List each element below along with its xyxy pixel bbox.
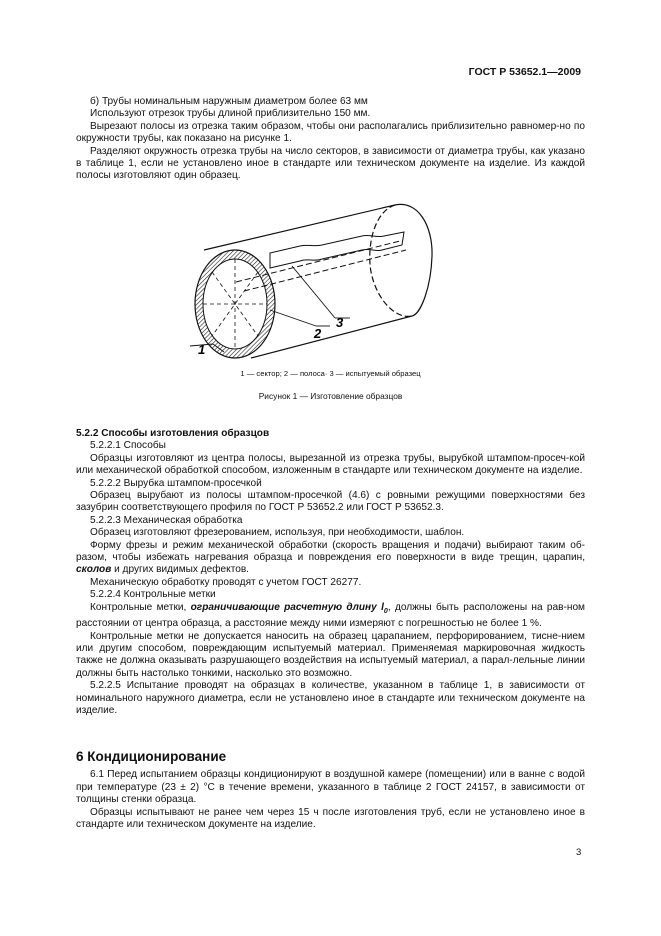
section-6-1-text2: Образцы испытывают не ранее чем через 15 ч после изготовления труб, если не установлено иное в стандарте или техническом документе на изделие. [76,806,585,831]
section-5-2-2-2-heading: 5.2.2.2 Вырубка штампом-просечкой [90,477,262,489]
section-5-2-2 [76,428,585,717]
section-5-2-2-3-text2 [76,540,585,577]
figure-title: Рисунок 1 — Изготовление образцов [258,391,403,401]
pipe-far-end-visible [395,204,432,316]
symbol-l: l [381,601,384,613]
intro-paragraph-b: б) Трубы номинальным наружным диаметром более 63 мм [90,96,368,107]
figure-caption: 1 — сектор; 2 — полоса· 3 — испытуемый образец [240,369,421,378]
intro-paragraph-length: Используют отрезок трубы длиной приблизительно 150 мм. [90,108,371,120]
intro-paragraph-strips: Вырезают полосы из отрезка таким образом, чтобы они располагались приблизительно равномер-но по окружности трубы, как показано на рисунке 1. [76,120,585,145]
symbol-subscript: 0 [383,607,388,615]
section-5-2-2-3-text1: Образец изготовляют фрезерованием, используя, при необходимости, шаблон. [90,527,465,539]
text-run: , должны быть расположены на рав-ном расстоянии от центра образца, а расстояние между ними измеряют с погрешностью не более 1 %. [76,601,585,630]
pipe-figure [0,0,661,420]
emphasis-chips: сколов [76,564,112,576]
figure-label-3: 3 [336,315,344,330]
intro-paragraph-sectors: Разделяют окружность отрезка трубы на число секторов, в зависимости от диаметра трубы, как указано в таблице 1, если не установлено иное в стандарте или техническом документе на изделие. Из каждой полосы изготовляют один образец. [76,145,585,182]
text-run: Контрольные метки, [90,601,191,613]
figure-label-2: 2 [314,326,322,341]
section-5-2-2-4-text2: Контрольные метки не допускается наносить на образец царапанием, перфорированием, тисне-нием или другим способом, повреждающим испытуемый материал. Применяемая маркировочная жидкость также не должна оказывать разрушающего воздействия на испытуемый материал, а парал-лельные линии должны быть настолько тонкими, насколько это возможно. [76,630,585,679]
pipe-cross-section [195,250,275,358]
section-5-2-2-1-text: Образцы изготовляют из центра полосы, вырезанной из отрезка трубы, вырубкой штампом-просеч-кой или механической обработкой способом, изложенным в стандарте или техническом документе на изделие. [76,452,585,477]
section-5-2-2-2-text: Образец вырубают из полосы штампом-просечкой (4.6) с ровными режущими поверхностями без зазубрин соответствующего профиля по ГОСТ Р 53652.2 или ГОСТ Р 53652.3. [76,490,585,514]
figure-label-1: 1 [198,342,206,357]
leader-2 [270,310,316,326]
section-5-2-2-heading: 5.2.2 Способы изготовления образцов [76,428,270,439]
section-5-2-2-1-heading: 5.2.2.1 Способы [90,440,166,452]
section-6 [76,751,585,831]
page-number: 3 [576,847,582,858]
document-id: ГОСТ Р 53652.1—2009 [468,66,581,78]
section-5-2-2-3-text3: Механическую обработку проводят с учетом ГОСТ 26277. [90,576,362,588]
pipe-bottom-edge [251,316,412,358]
section-5-2-2-3-heading: 5.2.2.3 Механическая обработка [90,514,243,526]
pipe-far-end-hidden [370,205,412,316]
text-run: Форму фрезы и режим механической обработки (скорость вращения и подачи) выбирают таким об-разом, чтобы избежать нагревания образца и повреждения его поверхности в виде трещин, царапин, [76,539,585,564]
pipe-top-edge [204,205,395,250]
specimen-outline [270,232,404,268]
section-6-1-text: 6.1 Перед испытанием образцы кондиционируют в воздушной камере (помещении) или в ванне с водой при температуре (23 ± 2) °С в течение времени, указанного в таблице 2 ГОСТ 24157, в зависимости от толщины стенки образца. [76,769,585,806]
section-5-2-2-4-heading: 5.2.2.4 Контрольные метки [90,589,216,601]
emphasis-gauge-length: ограничивающие расчетную длину [190,601,382,613]
section-5-2-2-4-text1 [76,602,585,631]
section-5-2-2-5-text: 5.2.2.5 Испытание проводят на образцах в количестве, указанном в таблице 1, в зависимости от номинального наружного диаметра, если не установлено иное в стандарте или техническом документе на изделие. [76,680,585,716]
text-run: и других видимых дефектов. [111,564,249,576]
leader-3 [292,266,335,318]
section-6-heading: 6 Кондиционирование [76,749,227,764]
